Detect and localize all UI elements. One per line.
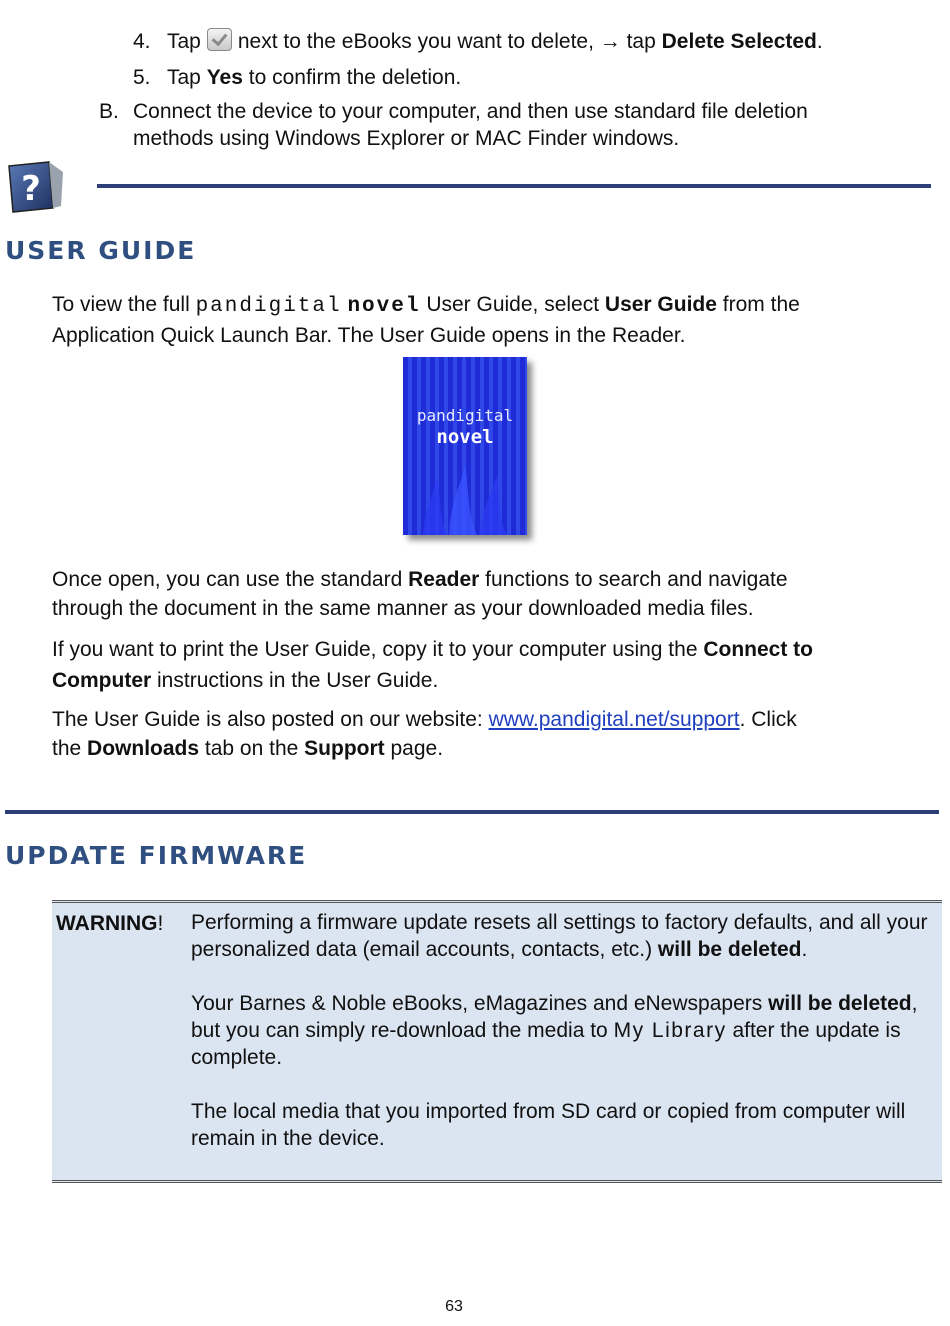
step-5: 5. Tap Yes to confirm the deletion.	[133, 63, 933, 92]
page-number: 63	[445, 1298, 463, 1315]
warning-paragraph-3: The local media that you imported from SD card or copied from computer will remain in the device.	[191, 1100, 906, 1150]
warning-paragraph-2: Your Barnes & Noble eBooks, eMagazines and eNewspapers will be deleted, but you can simply re-download the media to My Library after the update is complete.	[191, 992, 918, 1069]
delete-selected-label: Delete Selected	[661, 30, 817, 53]
brand-name: pandigital	[195, 295, 342, 318]
user-guide-paragraph-2: Once open, you can use the standard Reader functions to search and navigate through the document in the same manner as your downloaded media files.	[52, 568, 788, 620]
update-firmware-heading: UPDATE FIRMWARE	[5, 841, 308, 870]
warning-body	[191, 909, 936, 1179]
user-guide-paragraph-1: To view the full pandigital novel User Guide, select User Guide from the Application Quick Launch Bar. The User Guide opens in the Reader.	[52, 293, 800, 347]
my-library-label: My Library	[613, 1019, 727, 1042]
warning-paragraph-1: Performing a firmware update resets all settings to factory defaults, and all your personalized data (email accounts, contacts, etc.) will be deleted.	[191, 911, 928, 961]
step-b: B. Connect the device to your computer, and then use standard file deletion methods using Windows Explorer or MAC Finder windows.	[99, 100, 808, 150]
user-guide-label: User Guide	[604, 293, 717, 316]
user-guide-paragraph-3: If you want to print the User Guide, copy it to your computer using the Connect to Computer instructions in the User Guide.	[52, 638, 813, 692]
connect-to-label: Connect to	[703, 638, 813, 661]
support-label: Support	[304, 737, 385, 760]
user-guide-heading: USER GUIDE	[5, 236, 197, 265]
support-link[interactable]: www.pandigital.net/support	[488, 708, 740, 731]
computer-label: Computer	[52, 669, 152, 692]
user-guide-paragraph-4: The User Guide is also posted on our website: www.pandigital.net/support. Click the Downloads tab on the Support page.	[52, 708, 797, 760]
cover-brand: pandigital	[416, 406, 514, 425]
section-divider	[97, 184, 931, 188]
product-name: novel	[347, 295, 421, 318]
step-number: 4.	[133, 30, 151, 53]
checkbox-icon	[207, 28, 232, 51]
svg-text:?: ?	[21, 169, 41, 209]
section-divider	[5, 810, 939, 814]
step-number: 5.	[133, 66, 151, 89]
cover-artwork	[403, 457, 527, 535]
yes-label: Yes	[206, 66, 243, 89]
help-question-icon	[5, 160, 65, 216]
downloads-label: Downloads	[87, 737, 200, 760]
step-letter: B.	[99, 100, 119, 123]
warning-box	[52, 900, 942, 1183]
step-4: 4. Tap next to the eBooks you want to delete, → tap Delete Selected.	[133, 27, 933, 56]
warning-label: WARNING!	[56, 912, 164, 935]
user-guide-cover-image	[403, 357, 527, 535]
reader-label: Reader	[408, 568, 480, 591]
cover-title: novel	[436, 426, 494, 448]
